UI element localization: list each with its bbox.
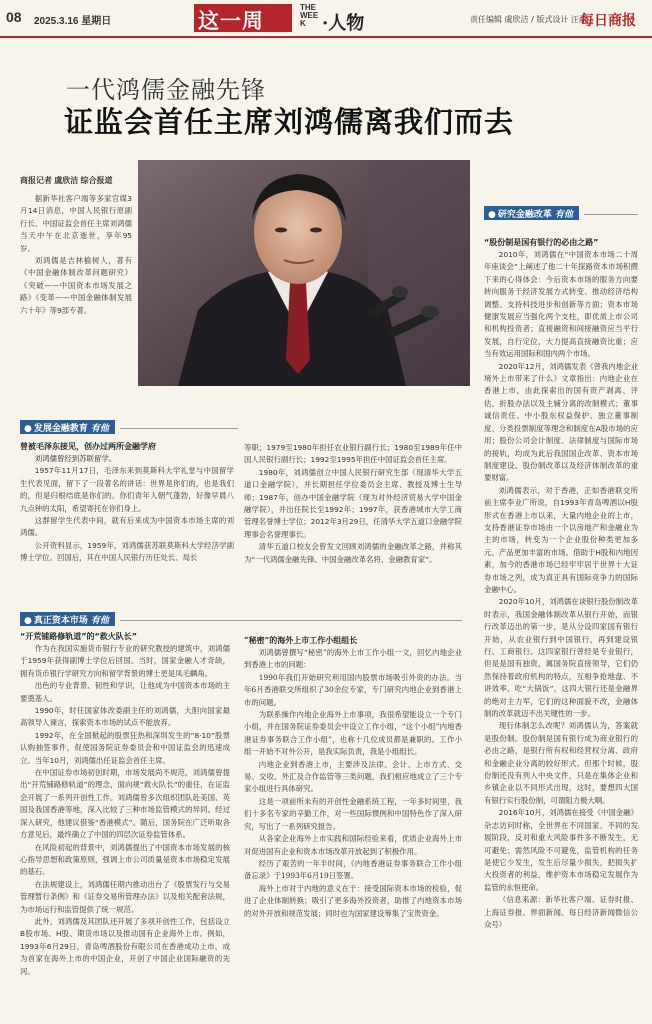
section-capital-market-text xyxy=(20,630,230,978)
editor-credits: 责任编辑 虞欣洁 / 版式设计 汪丽 xyxy=(470,15,587,24)
section-header-reform xyxy=(484,206,579,220)
section-header-title: 真正资本市场 xyxy=(33,616,88,626)
newspaper-name: 每日商报 xyxy=(580,13,636,29)
paragraph: 此外，刘鸿儒及其团队还开展了多项开创性工作，包括设立B股市场、H股、期货市场以及推动国有企业海外上市。例如，1993年6月29日，青岛啤酒股份有限公司在香港成功上市，成为首家在海外上市的中国企业，开创了中国企业国际融资的先河。 xyxy=(20,916,230,976)
section-header-tag: 有他 xyxy=(90,424,109,434)
paragraph: 2020年10月，刘鸿儒在谈银行股份制改革时表示，我国金融体制改革从银行开始，而银行改革迈出的第一步，是从分设四家国有银行开始，从农业银行到中国银行，再到建设银行、工商银行。这四家银行曾经是专业银行，但是是国有独资，属国务院直接领导，它们仍然保持着政府机构的特点，互相争抢地盘、不讲效率、吃“大锅饭”，这四大银行还是金融界的绝对主力军，它们的这种面貌不改，金融体制的改革就迈不出关键性的一步。 xyxy=(484,597,638,719)
paragraph: 1957年11月17日，毛泽东来到莫斯科大学礼堂与中国留学生代表见面，留下了一段著名的讲话：世界是你们的，也是我们的，但是归根结底是你们的。你们青年人朝气蓬勃，好像早晨八九点钟的太阳，希望寄托在你们身上。 xyxy=(20,466,234,513)
paragraph: 清华五道口校友会曾发文回顾刘鸿儒的金融改革之路，并称其为“一代鸿儒金融先锋、中国金融改革名将、金融教育家”。 xyxy=(244,542,462,564)
paragraph: 作为在我国实施货币银行专业的研究教授的建筑中，刘鸿儒于1959年获得副博士学位后回国。当时，国家金融人才奇缺，拥有货币银行学研究方向和留学背景的博士更是凤毛麟角。 xyxy=(20,644,230,678)
paragraph: 1990年，时任国家体改委副主任的刘鸿儒，大胆向国家最高领导人谏言，探索资本市场的试点不能放弃。 xyxy=(20,706,230,728)
paragraph: （信息来源：新华社客户端、证券时报、上海证券报、界面新闻、每日经济新闻微信公众号） xyxy=(484,895,638,929)
byline: 商报记者 虞欣洁 综合报道 xyxy=(20,176,113,185)
section-header-education xyxy=(20,420,115,434)
divider xyxy=(584,214,638,215)
paragraph: 这群留学生代表中间，就有后来成为中国资本市场主席的刘鸿儒。 xyxy=(20,516,234,538)
paragraph: 海外上市对于内地的意义在于：接受国际资本市场的检验，促进了企业体制转换；吸引了更多海外投资者，助推了内地资本市场的对外开放和规范发展；同时也为国家建设筹集了宝贵资金。 xyxy=(244,883,462,918)
bullet-icon: ● xyxy=(24,424,32,434)
page-number: 08 xyxy=(6,9,22,25)
section-subtitle: THE WEEK xyxy=(300,3,319,28)
lead-text xyxy=(20,193,132,317)
paragraph: 经历了艰苦的一年半时间，《内地香港证券事务联合工作小组备忘录》于1993年6月19日签署。 xyxy=(244,858,462,881)
paragraph: 在风险初起的背景中，刘鸿儒提出了中国资本市场发展的核心指导思想和政策原则，强调上市公司质量是资本市场稳定发展的基石。 xyxy=(20,842,230,877)
paragraph: 出色的专业背景、韧性和学识，让他成为中国资本市场的主要奠基人。 xyxy=(20,681,230,703)
section-header-capital-market xyxy=(20,612,115,626)
paragraph: 在法规建设上，刘鸿儒任期内推动出台了《股票发行与交易管理暂行条例》和《证券交易所管理办法》以及相关配套法规，为市场运行和监管提供了统一规范。 xyxy=(20,879,230,914)
article-headline: 证监会首任主席刘鸿儒离我们而去 xyxy=(64,105,515,139)
subheading: “开荒铺路修轨道”的“救火队长” xyxy=(20,632,138,641)
paragraph: 从各家企业海外上市实践和国际经验来看，优质企业海外上市对促进国有企业和资本市场改革开放起到了积极作用。 xyxy=(244,834,462,856)
bullet-icon: ● xyxy=(488,210,496,220)
divider xyxy=(120,620,462,621)
paragraph: 为联系操作内地企业海外上市事项，我很希望能设立一个专门小组，并在国务院证券委员会中设立工作小组，“这个小组”内地香港证券事务联合工作小组”，也称十几位成员都是兼职的。工作小组一开始不对外公开，是我实际负责，我是小组组长。 xyxy=(244,710,462,757)
bullet-icon: ● xyxy=(24,616,32,626)
section-reform-text xyxy=(484,236,638,931)
subheading: “股份制是国有银行的必由之路” xyxy=(484,238,599,247)
paragraph: 这是一项前所未有的开创性金融系统工程，一年多时间里，我们十多名专家的辛勤工作，对一些国际惯例和中国特色作了深入研究，写出了一系列研究报告。 xyxy=(244,796,462,831)
paragraph: 据新华社客户端等多家官媒3月14日消息，中国人民银行原副行长、中国证监会首任主席刘鸿儒当天中午在北京逝世，享年95岁。 xyxy=(20,194,132,253)
issue-date: 2025.3.16 星期日 xyxy=(34,16,112,27)
subheading-note: 刘鸿儒曾经到苏联留学。 xyxy=(34,454,117,463)
paragraph: 2010年，刘鸿儒在“中国资本市场二十周年座谈会”上阐述了他二十年探路资本市场积攒下来的心得体会：今后资本市场的服务方向要转向服务于经济发展方式转变、推动经济结构调整、支持科技进步和创新等方面；资本市场健康发展应当强化两个支柱，即优质上市公司和机构投资者；直接融资和间接融资应当平行发展，自行定位，大力提高直接融资比重；应当有效运用国际和国内两个市场。 xyxy=(484,250,638,359)
section-header-tag: 有他 xyxy=(554,210,573,220)
subheading: 曾被毛泽东接见，创办过两所金融学府 xyxy=(20,442,156,451)
overseas-listing-text xyxy=(244,634,462,920)
section-title: 这一周 xyxy=(198,8,264,33)
masthead xyxy=(0,0,652,38)
section-header-title: 发展金融教育 xyxy=(33,424,88,434)
paragraph: 刘鸿儒是吉林榆树人，著有《中国金融体制改革问题研究》《突破——中国资本市场发展之路》《变革——中国金融体制发展六十年》等9部专著。 xyxy=(20,256,132,315)
paragraph: 2016年10月，刘鸿儒在接受《中国金融》杂志访问时称，全世界在不同国家、不同的发展阶段，反对和重大风险事件多不断发生，无可避免；需然风险不可避免，监管机构的任务是使它少发生，发生后尽量少损失，把损失扩大投资者的利益，维护资本市场稳定发展作为监管的永恒使命。 xyxy=(484,808,638,892)
section-header-title: 研究金融改革 xyxy=(497,210,552,220)
section-education-text-continued xyxy=(244,442,462,566)
section-education-text xyxy=(20,440,234,565)
section-name: ·人物 xyxy=(322,13,365,34)
paragraph: 在中国证券市场初创时期，市场发展尚不规范，刘鸿儒曾提出“开荒铺路修轨道”的理念，面向规“救火队长”的重任，在证监会开展了一系列开创性工作。刘鸿儒曾多次组织团队赴美国、英国及我国香港等地，深入比较了三种市场监管模式的异同。经过深入研究，他建议借鉴“香港模式”。随后，国务院在广泛听取各方意见后，最终确立了中国的四层次证券监管体系。 xyxy=(20,768,230,840)
portrait-photo xyxy=(138,160,470,386)
paragraph: 现行体制怎么改呢？刘鸿儒认为，答案就是股份制。股份制是国有银行成为商业银行的必由之路，是银行所有权和经营权分离、政府和金融企业分离的较好形式。但那个时候，股份制还没有列入中央文件，只是在集体企业和乡镇企业以不同形式出现，这时，要想四大国有银行实行股份制，可谓阻力极大啊。 xyxy=(484,721,638,805)
paragraph: 1992年，在全国掀起的股票狂热和深圳发生的“8·10”股票认购抽签事件，促使国务院证券委员会和中国证监会的迅速成立。当年10月，刘鸿儒出任证监会首任主席。 xyxy=(20,730,230,765)
paragraph: 1980年，刘鸿儒创立中国人民银行研究生部（现清华大学五道口金融学院），并长期担任学位委员会主席、教授及博士生导师；1987年，创办中国金融学院（现为对外经济贸易大学中国金融学院），并出任院长至1992年；1997年，获香港城市大学工商管理名誉博士学位；2012年3月29日，任清华大学五道口金融学院理事会名誉理事长。 xyxy=(244,467,462,539)
paragraph: 公开资料显示，1959年，刘鸿儒获苏联莫斯科大学经济学副博士学位。回国后，其在中国人民银行历任处长、局长 xyxy=(20,540,234,563)
paragraph: 1990年我们开始研究利用国内股票市场吸引外资的办法。当年6月香港联交所组织了30余位专家，专门研究内地企业到香港上市的问题。 xyxy=(244,672,462,707)
divider xyxy=(120,428,238,429)
paragraph: 刘鸿儒曾撰写“秘密”的海外上市工作小组一文，回忆内地企业到香港上市的问题： xyxy=(244,648,462,670)
article-kicker: 一代鸿儒金融先锋 xyxy=(66,76,266,104)
portrait-illustration xyxy=(138,160,470,386)
section-header-tag: 有他 xyxy=(90,616,109,626)
paragraph: 等职；1979至1980年担任农业银行副行长；1980至1989年任中国人民银行副行长；1992至1995年担任中国证监会首任主席。 xyxy=(244,443,462,465)
paragraph: 内地企业到香港上市，主要涉及法律、会计、上市方式、交易、交收、外汇及合作监管等三类问题，我们相应地成立了三个专家小组进行具体研究。 xyxy=(244,759,462,794)
subheading: “秘密”的海外上市工作小组组长 xyxy=(244,635,358,645)
paragraph: 2020年12月，刘鸿儒发表《曾我内地企业境外上市带来了什么》文章指出：内地企业在香港上市，由此探索出的国有资产剥离、评估、折股办法以及主辅分离的改制模式；董事诚信责任、中小股东权益保护、独立董事制度、分类投票制度等理念和制度在A股市场的应用；股份公司会计制度、法律制度与国际市场的接轨，均成为此后我国国企改革、资本市场制度建设、股份制改革以及经济体制改革的重要财富。 xyxy=(484,361,638,483)
paragraph: 刘鸿儒表示，对于香港，正如香港联交所前主席李业广所说，自1993年青岛啤酒以H股形式在香港上市以来，大量内地企业的上市，支持香港证券市场由一个以房地产和金融业为主的市场，转变为一个企业股份种类更加多元、产品更加丰富的市场。借助于H股和内地因素，加今的香港市场已经牢牢居于世界十大证券市场之列，成为真正具有国际竞争力的国际金融中心。 xyxy=(484,485,638,594)
